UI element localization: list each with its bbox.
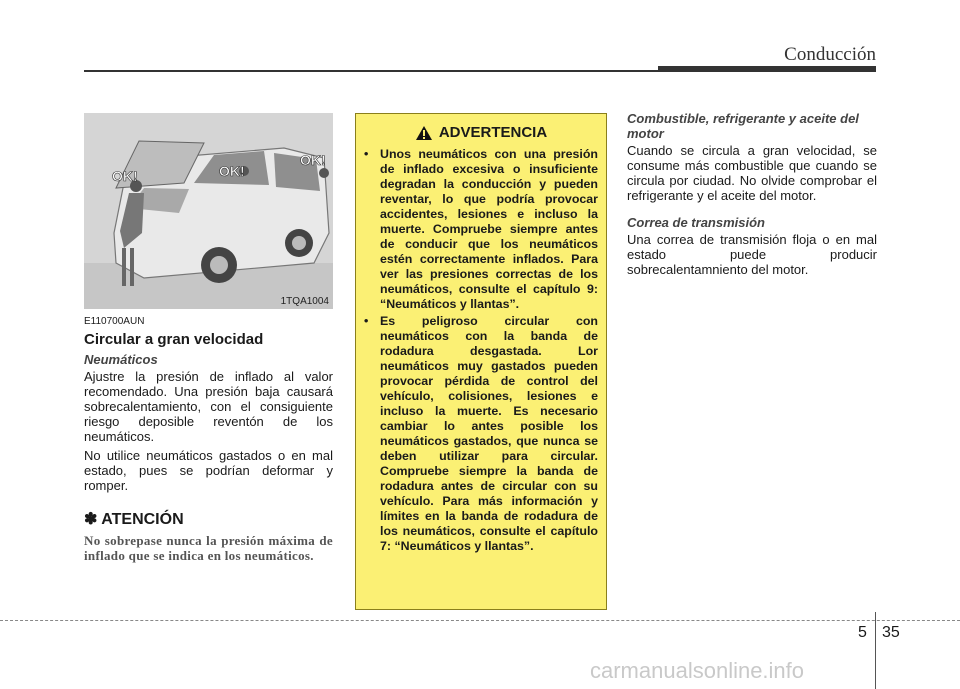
paragraph: Una correa de transmisión floja o en mal estado puede producir sobrecalentamniento del motor. (627, 232, 877, 277)
ok-label: OK! (219, 163, 245, 179)
ok-label: OK! (300, 152, 326, 168)
section-title: Circular a gran velocidad (84, 331, 264, 348)
photo-caption: 1TQA1004 (280, 296, 329, 307)
bullet: • (364, 147, 369, 161)
van-illustration (84, 113, 333, 309)
warning-triangle-icon (415, 125, 433, 141)
warning-header (364, 124, 598, 141)
header-rule-accent (658, 66, 876, 72)
footer-rule (0, 620, 960, 621)
subsection-title: Correa de transmisión (627, 215, 765, 230)
paragraph: Cuando se circula a gran velocidad, se consume más combustible que cuando se circula por ciudad. No olvide comprobar el refrigerante y el aceite del motor. (627, 143, 877, 203)
warning-item (364, 314, 598, 554)
watermark: carmanualsonline.info (590, 658, 805, 683)
subsection-title: Neumáticos (84, 352, 158, 367)
right-column (627, 111, 877, 289)
warning-box (355, 113, 607, 610)
caution-text: No sobrepase nunca la presión máxima de inflado que se indica en los neumáticos. (84, 533, 333, 563)
warning-item (364, 147, 598, 312)
warning-item-text: Unos neumáticos con una presión de inflado excesiva o insuficiente degradan la conducción y pueden reventar, lo que podría provocar accidentes, lesiones e incluso la muerte. Compruebe siempre antes de conducir que los neumáticos estén correctamente inflados. Para ver las presiones correctas de los neumáticos, consulte el capítulo 9: “Neumáticos y llantas”. (380, 147, 598, 311)
van-drawing (84, 113, 333, 309)
header-rule (84, 70, 664, 72)
chapter-number: 5 (858, 624, 867, 641)
page-number: 35 (882, 624, 900, 641)
subsection-title: Combustible, refrigerante y aceite del motor (627, 111, 859, 141)
section-code: E110700AUN (84, 316, 145, 327)
bullet: • (364, 314, 369, 328)
warning-title: ADVERTENCIA (438, 124, 548, 141)
caution-title: ✽ ATENCIÓN (84, 511, 184, 528)
page-separator (875, 612, 876, 689)
ok-label: OK! (112, 168, 138, 184)
paragraph: No utilice neumáticos gastados o en mal estado, pues se podrían deformar y romper. (84, 448, 333, 493)
header-title: Conducción (784, 44, 876, 65)
paragraph: Ajustre la presión de inflado al valor recomendado. Una presión baja causará sobrecalentamiento, con el consiguiente riesgo deposible reventón de los neumáticos. (84, 369, 333, 444)
left-column (84, 316, 333, 563)
warning-item-text: Es peligroso circular con neumáticos con la banda de rodadura desgastada. Lor neumáticos muy gastados pueden provocar pérdida de control del vehículo, colisiones, lesiones e incluso la muerte. Es necesario cambiar lo antes posible los neumáticos gastados, que nunca se deben utilizar para circular. Compruebe siempre la banda de rodadura antes de circular con su vehículo. Para más información y límites en la banda de rodadura de los neumáticos, consulte el capítulo 7: “Neumáticos y llantas”. (380, 314, 598, 553)
